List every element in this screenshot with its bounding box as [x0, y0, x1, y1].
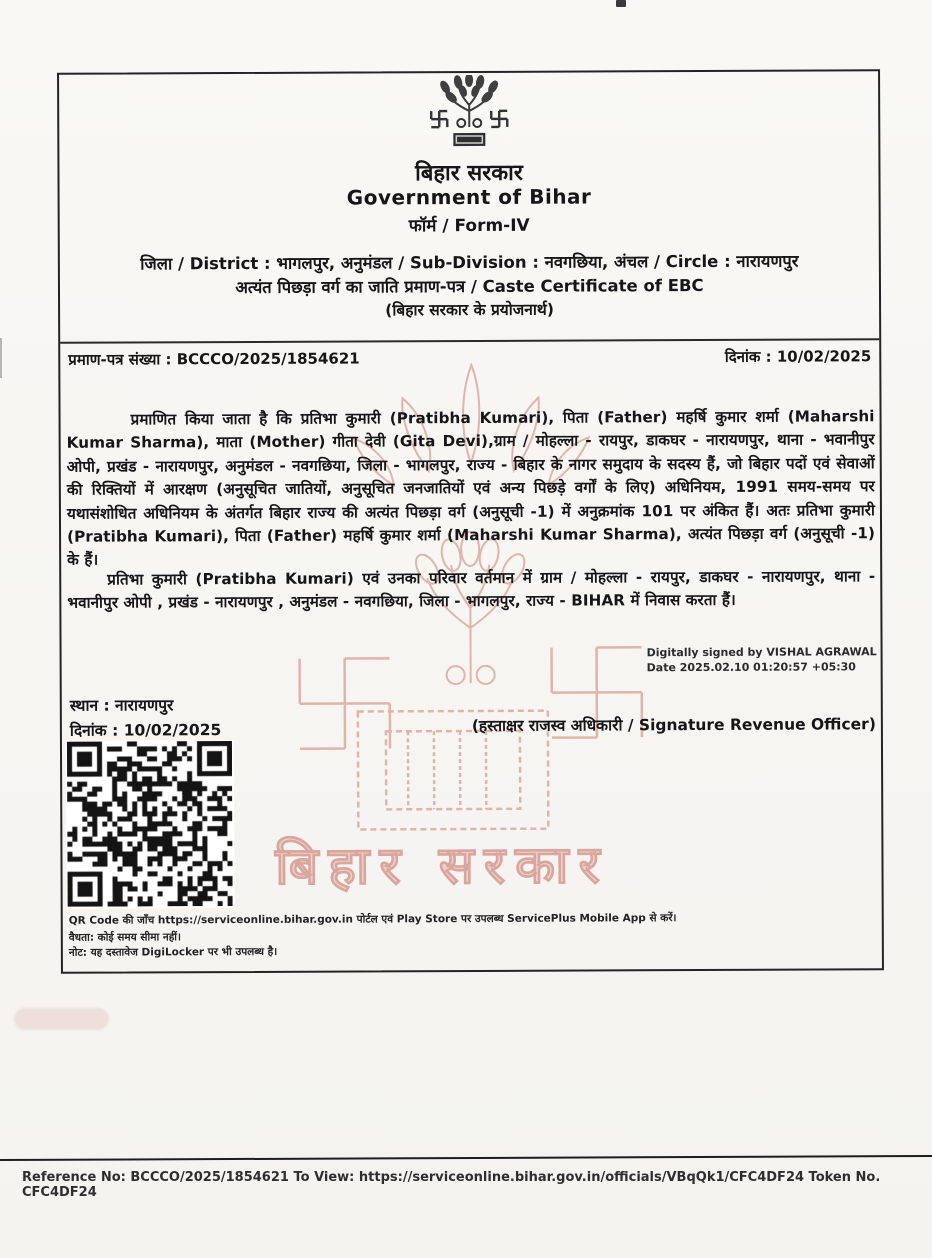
footnote-digilocker: नोट: यह दस्तावेज DigiLocker पर भी उपलब्ध है।	[68, 945, 278, 959]
certificate-paragraph-1: प्रमाणित किया जाता है कि प्रतिभा कुमारी (Pratibha Kumari), पिता (Father) महर्षि कुमार शर्मा (Maharshi Kumar Sharma), माता (Mother) गीता देवी (Gita Devi),ग्राम / मोहल्ला - रायपुर, डाकघर - नारायणपुर, थाना - भवानीपुर ओपी, प्रखंड - नारायणपुर, अनुमंडल - नवगछिया, जिला - भागलपुर, राज्य - बिहार के नागर समुदाय के सदस्य हैं, जो बिहार पदों एवं सेवाओं की रिक्तियों में आरक्षण (अनुसूचित जातियों, अनुसूचित जनजातियों एवं अन्य पिछड़े वर्गों के लिए) अधिनियम, 1991 समय-समय पर यथासंशोधित अधिनियम के अंतर्गत बिहार राज्य की अत्यंत पिछड़ा वर्ग (अनुसूची -1) में अनुक्रमांक 101 पर अंकित हैं। अतः प्रतिभा कुमारी (Pratibha Kumari), पिता (Father) महर्षि कुमार शर्मा (Maharshi Kumar Sharma), अत्यंत पिछड़ा वर्ग (अनुसूची -1) के हैं।	[66, 407, 876, 570]
scan-artifact	[14, 1008, 109, 1030]
signature-caption: (हस्ताक्षर राजस्व अधिकारी / Signature Revenue Officer)	[471, 715, 876, 735]
footer-reference: Reference No: BCCCO/2025/1854621 To View: https://serviceonline.bihar.gov.in/officials/VBqQk1/CFC4DF24 Token No. CFC4DF24	[22, 1170, 881, 1200]
form-number: फॉर्म / Form-IV	[408, 215, 530, 237]
place-line: स्थान : नारायणपुर	[69, 696, 174, 715]
watermark-text: बिहार सरकार	[275, 835, 610, 897]
meta-row	[60, 346, 879, 370]
qr-code	[67, 741, 233, 907]
digital-signature-stamp	[647, 644, 877, 675]
header-emblem-wrap	[59, 73, 878, 157]
org-name-english: Government of Bihar	[346, 184, 592, 210]
swastika-icon	[300, 658, 390, 748]
bihar-government-emblem-icon	[413, 75, 525, 155]
footnote-qr-check: QR Code की जाँच https://serviceonline.bihar.gov.in पोर्टल एवं Play Store पर उपलब्ध ServicePlus Mobile App से करें।	[68, 912, 677, 927]
footnote-validity: वैधता: कोई समय सीमा नहीं।	[68, 931, 181, 944]
swastika-icon	[491, 111, 507, 127]
digital-signature-line2: Date 2025.02.10 01:20:57 +05:30	[646, 660, 856, 675]
certificate-paragraph-2: प्रतिभा कुमारी (Pratibha Kumari) एवं उनका परिवार वर्तमान में ग्राम / मोहल्ला - रायपुर, डाकघर - नारायणपुर, थाना - भवानीपुर ओपी , प्रखंड - नारायणपुर , अनुमंडल - नवगछिया, जिला - भागलपुर, राज्य - BIHAR में निवास करता हैं।	[67, 567, 876, 613]
certificate-date: दिनांक : 10/02/2025	[724, 347, 872, 366]
scan-artifact	[0, 338, 2, 378]
certificate-number: प्रमाण-पत्र संख्या : BCCCO/2025/1854621	[68, 349, 360, 369]
footer-divider	[0, 1155, 932, 1161]
date-line: दिनांक : 10/02/2025	[69, 721, 222, 740]
district-subdivision-circle-line: जिला / District : भागलपुर, अनुमंडल / Sub-Division : नवगछिया, अंचल / Circle : नारायणपुर	[140, 251, 799, 274]
scan-artifact	[616, 0, 626, 7]
certificate-title: अत्यंत पिछड़ा वर्ग का जाति प्रमाण-पत्र / Caste Certificate of EBC	[235, 275, 704, 298]
certificate-subtitle: (बिहार सरकार के प्रयोजनार्थ)	[385, 300, 554, 320]
certificate-border-frame	[57, 69, 884, 974]
horizontal-rule	[60, 338, 879, 344]
digital-signature-line1: Digitally signed by VISHAL AGRAWAL	[646, 645, 877, 660]
qr-code-wrap	[66, 740, 235, 909]
swastika-icon	[431, 111, 447, 127]
org-name-hindi: बिहार सरकार	[415, 160, 523, 187]
